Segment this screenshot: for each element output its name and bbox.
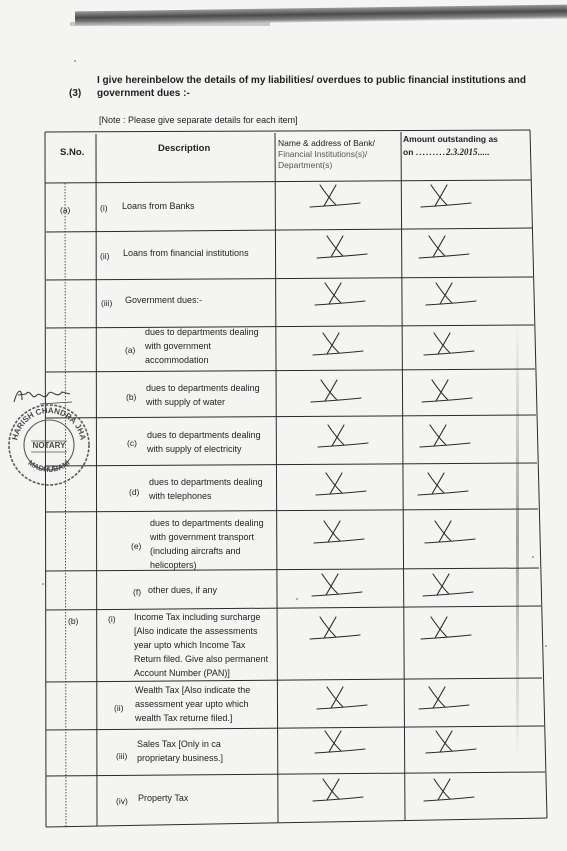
scan-speck — [532, 556, 534, 558]
bank-cross-mark — [312, 469, 372, 499]
row-description — [122, 199, 195, 213]
amount-cross-mark — [418, 376, 478, 406]
stamp-top-text: HARISH CHANDRA JHA — [10, 405, 88, 441]
bank-cross-mark — [313, 683, 373, 713]
stamp-bottom-text: MADHUBANI — [26, 458, 72, 474]
row-description — [137, 737, 223, 765]
scan-speck — [296, 598, 298, 600]
row-num: (d) — [129, 487, 140, 497]
amount-cross-mark — [417, 613, 477, 643]
description-line: Loans from Banks — [122, 201, 195, 211]
description-line: Income Tax including surcharge — [134, 612, 261, 622]
description-line: wealth Tax returne filed.] — [135, 713, 233, 723]
description-line: [Also indicate the assessments — [134, 626, 258, 636]
row-num: (e) — [131, 541, 142, 551]
bank-cross-mark — [307, 376, 367, 406]
header-sno: S.No. — [60, 147, 85, 158]
bank-cross-mark — [310, 517, 370, 547]
amount-cross-mark — [416, 421, 476, 451]
row-description — [134, 610, 268, 680]
scan-speck — [74, 60, 76, 62]
bank-cross-mark — [306, 613, 366, 643]
section-number: (3) — [69, 88, 82, 99]
header-amount-column: Amount outstanding as on .........2.3.2015..... — [403, 134, 531, 158]
description-line: dues to departments dealing — [149, 477, 263, 487]
row-num: (a) — [125, 345, 136, 355]
description-line: Loans from financial institutions — [123, 248, 249, 258]
row-num: (c) — [127, 438, 137, 448]
header-description: Description — [158, 143, 211, 154]
row-description — [148, 583, 217, 597]
row-num: (b) — [126, 392, 137, 402]
description-line: with government — [145, 341, 212, 351]
description-line: dues to departments dealing — [147, 430, 261, 440]
amount-cross-mark — [419, 570, 479, 600]
amount-cross-mark — [420, 775, 480, 805]
description-line: proprietary business.] — [137, 753, 224, 763]
bank-cross-mark — [308, 570, 368, 600]
row-num: (ii) — [114, 703, 124, 713]
row-num: (iii) — [101, 298, 113, 308]
row-description — [146, 381, 260, 409]
description-line: Wealth Tax [Also indicate the — [135, 685, 251, 695]
description-line: Return filed. Give also permanent — [134, 654, 269, 664]
row-sno-a: (a) — [60, 205, 71, 215]
header-bank-line2: Financial Institutions(s)/ — [278, 149, 368, 159]
description-line: with supply of water — [146, 397, 226, 407]
amount-cross-mark — [422, 279, 482, 309]
row-description — [145, 325, 259, 367]
description-line: dues to departments dealing — [150, 518, 264, 528]
notary-stamp — [3, 395, 95, 487]
notary-signature — [10, 384, 80, 408]
bank-cross-mark — [313, 232, 373, 262]
row-num: (iv) — [116, 796, 128, 806]
row-num: (ii) — [100, 251, 110, 261]
amount-cross-mark — [422, 727, 482, 757]
row-num: (f) — [133, 587, 142, 597]
row-description — [149, 475, 263, 503]
amount-cross-mark — [420, 329, 480, 359]
row-sno-b: (b) — [68, 616, 79, 626]
description-line: Account Number (PAN)] — [134, 668, 230, 678]
amount-cross-mark — [414, 469, 474, 499]
description-line: with government transport — [150, 532, 255, 542]
description-line: other dues, if any — [148, 585, 218, 595]
row-description — [125, 293, 202, 307]
header-amount-line1: Amount outstanding as — [403, 134, 498, 144]
description-line: Sales Tax [Only in ca — [137, 739, 221, 749]
amount-cross-mark — [415, 232, 475, 262]
description-line: (including aircrafts and — [150, 546, 241, 556]
description-line: dues to departments dealing — [146, 383, 260, 393]
description-line: with supply of electricity — [147, 444, 242, 454]
description-line: with telephones — [149, 491, 212, 501]
header-bank-column — [278, 138, 400, 171]
description-line: dues to departments dealing — [145, 327, 259, 337]
description-line: year upto which Income Tax — [134, 640, 246, 650]
bank-cross-mark — [311, 727, 371, 757]
header-bank-line3: Department(s) — [278, 160, 333, 170]
header-amount-on: on — [403, 147, 414, 157]
scan-speck — [42, 583, 44, 585]
bank-cross-mark — [314, 421, 374, 451]
bank-cross-mark — [311, 279, 371, 309]
bank-cross-mark — [309, 329, 369, 359]
row-num: (i) — [108, 614, 116, 624]
amount-cross-mark — [415, 683, 475, 713]
description-line: accommodation — [145, 355, 209, 365]
stamp-center-text: NOTARY — [32, 441, 66, 450]
row-description — [150, 516, 264, 572]
section-heading: I give hereinbelow the details of my liabilities/ overdues to public financial institutions and government dues :- — [97, 75, 526, 99]
row-num: (iii) — [116, 751, 128, 761]
row-description — [135, 683, 250, 725]
description-line: helicopters) — [150, 560, 197, 570]
bank-cross-mark — [306, 181, 366, 211]
row-description — [147, 428, 261, 456]
header-amount-date: 2.3.2015 — [446, 147, 478, 157]
scan-speck — [545, 645, 547, 647]
row-num: (i) — [100, 203, 108, 213]
amount-cross-mark — [421, 517, 481, 547]
amount-cross-mark — [417, 181, 477, 211]
bank-cross-mark — [309, 775, 369, 805]
row-description — [123, 246, 249, 260]
section-note: [Note : Please give separate details for each item] — [99, 115, 298, 125]
description-line: Government dues:- — [125, 295, 203, 305]
row-description: Property Tax — [138, 793, 189, 803]
description-line: assessment year upto which — [135, 699, 249, 709]
header-bank-line1: Name & address of Bank/ — [278, 138, 375, 148]
